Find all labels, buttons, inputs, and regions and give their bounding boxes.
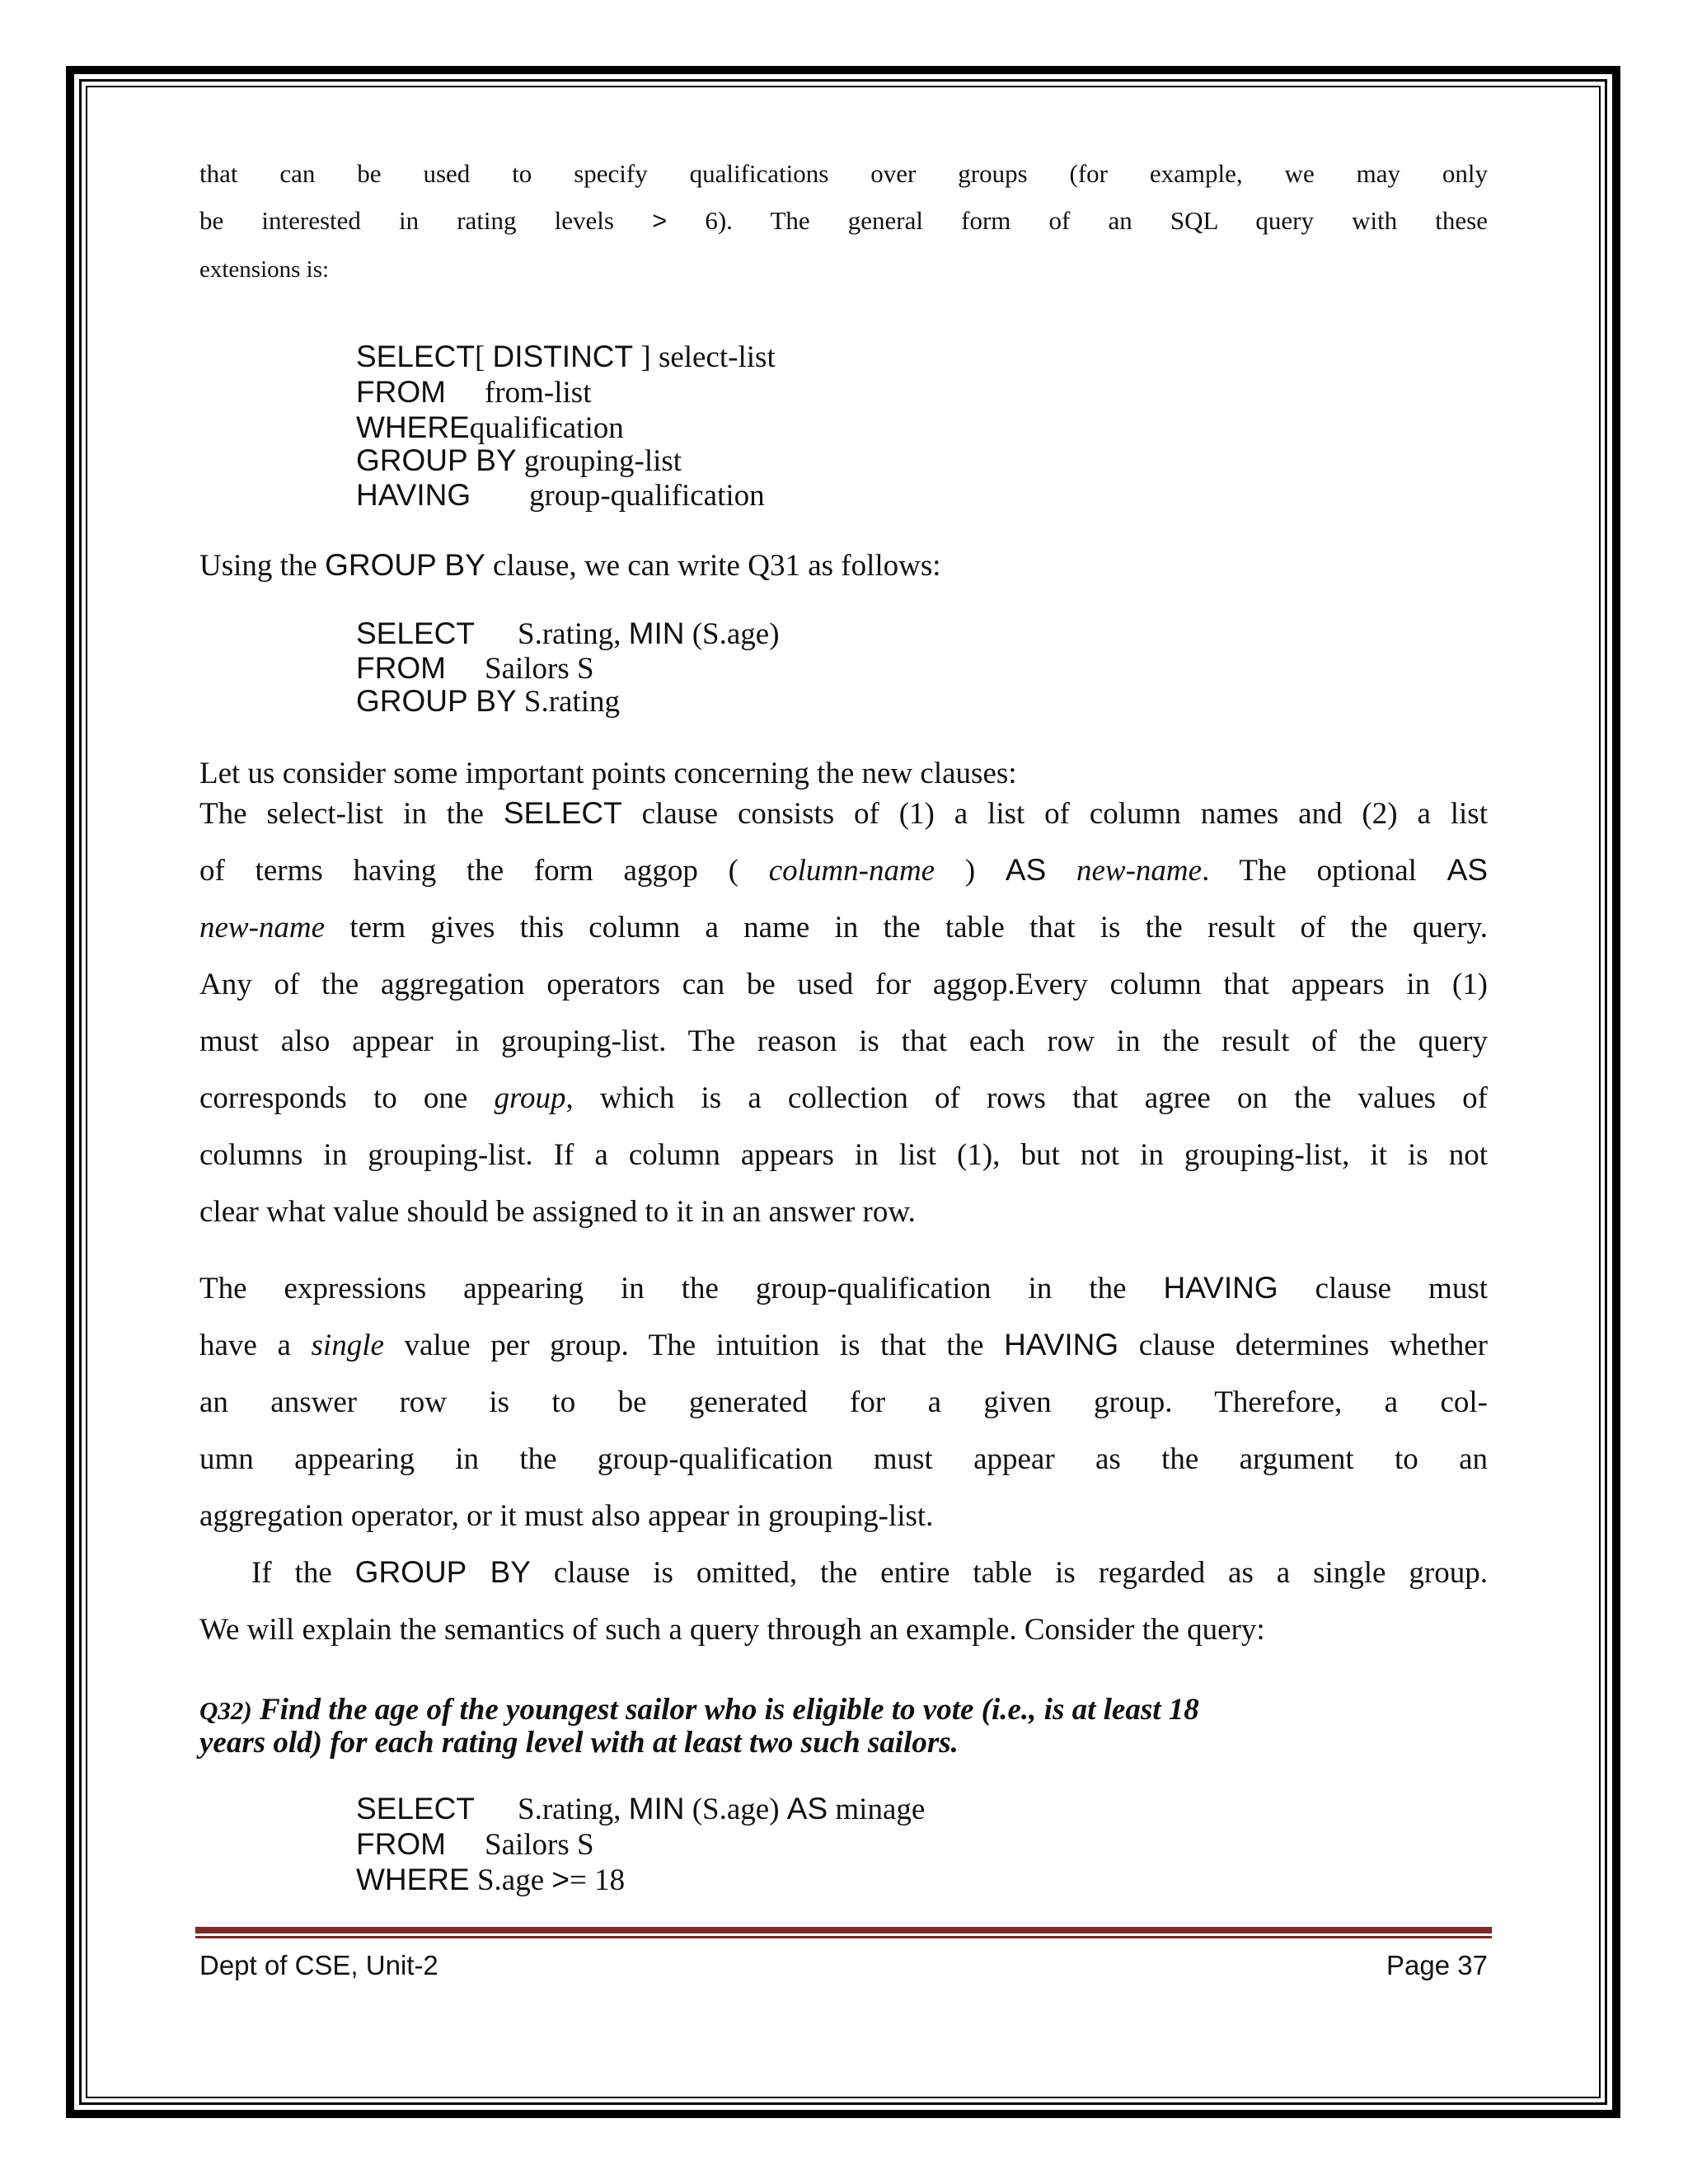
footer-dept: Dept of CSE, Unit-2	[199, 1950, 438, 1980]
general-form-having: HAVING group-qualification	[356, 478, 765, 513]
intro-line-2: be interested in rating levels > 6). The general form of an SQL query with these	[199, 206, 1488, 235]
having-line-3: an answer row is to be generated for a given group. Therefore, a col-	[199, 1385, 1488, 1419]
points-line-6: corresponds to one group, which is a collection of rows that agree on the values of	[199, 1081, 1488, 1115]
q31-groupby: GROUP BY S.rating	[356, 684, 621, 719]
footer-page-number: Page 37	[1386, 1950, 1488, 1980]
points-line-3: new-name term gives this column a name in the table that is the result of the query.	[199, 911, 1488, 944]
having-line-5: aggregation operator, or it must also appear in grouping-list.	[199, 1499, 934, 1533]
points-line-7: columns in grouping-list. If a column appears in list (1), but not in grouping-list, it is not	[199, 1138, 1488, 1172]
q32-from: FROM Sailors S	[356, 1827, 594, 1862]
using-group-by-line: Using the GROUP BY clause, we can write Q31 as follows:	[199, 548, 941, 583]
q32-heading-line-1: Q32) Find the age of the youngest sailor who is eligible to vote (i.e., is at least 18	[199, 1693, 1199, 1727]
having-line-4: umn appearing in the group-qualification must appear as the argument to an	[199, 1442, 1488, 1476]
q31-from: FROM Sailors S	[356, 651, 594, 686]
points-line-1: The select-list in the SELECT clause consists of (1) a list of column names and (2) a list	[199, 796, 1488, 831]
having-line-2: have a single value per group. The intuition is that the HAVING clause determines whether	[199, 1328, 1488, 1362]
points-line-4: Any of the aggregation operators can be used for aggop.Every column that appears in (1)	[199, 968, 1488, 1001]
q32-select: SELECT S.rating, MIN (S.age) AS minage	[356, 1792, 926, 1826]
intro-line-1: that can be used to specify qualifications over groups (for example, we may only	[199, 159, 1488, 188]
having-line-1: The expressions appearing in the group-qualification in the HAVING clause must	[199, 1271, 1488, 1305]
points-line-2: of terms having the form aggop ( column-name ) AS new-name. The optional AS	[199, 853, 1489, 888]
general-form-select: SELECT[ DISTINCT ] select-list	[356, 340, 776, 374]
footer-rule-thick	[195, 1927, 1492, 1933]
general-form-from: FROM from-list	[356, 375, 592, 410]
intro-line-3: extensions is:	[199, 256, 330, 283]
having-line-7: We will explain the semantics of such a query through an example. Consider the query:	[199, 1613, 1265, 1647]
q31-select: SELECT S.rating, MIN (S.age)	[356, 616, 780, 651]
points-line-8: clear what value should be assigned to it in an answer row.	[199, 1195, 916, 1229]
having-line-6: If the GROUP BY clause is omitted, the entire table is regarded as a single group.	[251, 1555, 1488, 1590]
general-form-where: WHEREqualification	[356, 410, 624, 445]
footer-rule-thin	[195, 1936, 1492, 1938]
q32-heading-line-2: years old) for each rating level with at least two such sailors.	[199, 1726, 959, 1760]
general-form-groupby: GROUP BY grouping-list	[356, 443, 682, 478]
points-line-5: must also appear in grouping-list. The reason is that each row in the result of the query	[199, 1024, 1488, 1058]
q32-where: WHERE S.age >= 18	[356, 1863, 626, 1897]
points-line-0: Let us consider some important points concerning the new clauses:	[199, 757, 1017, 790]
